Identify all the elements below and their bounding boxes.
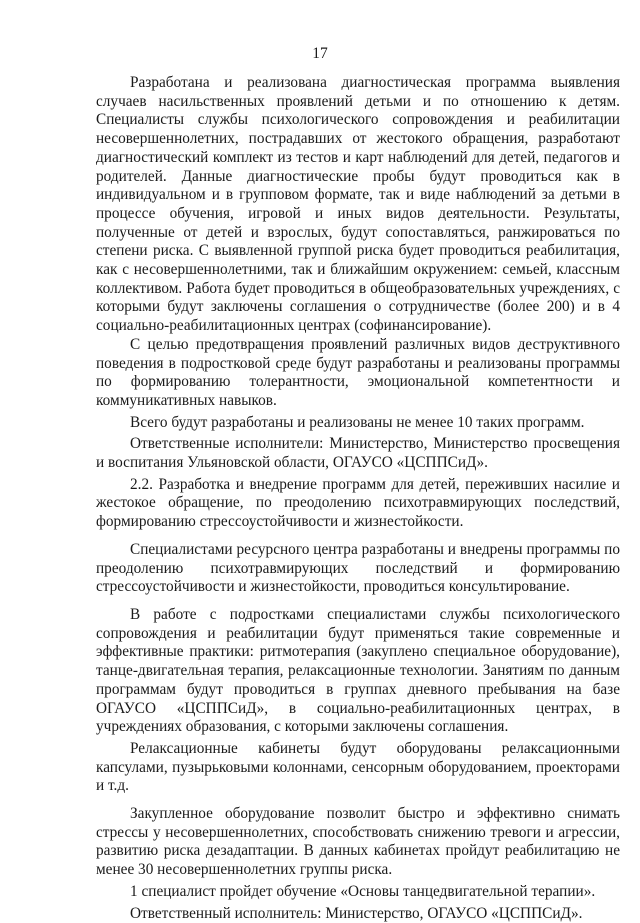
paragraph-specialist-training: 1 специалист пройдет обучение «Основы танцедвигательной терапии». [130,882,596,900]
paragraph-section-2-2: 2.2. Разработка и внедрение программ для детей, переживших насилие и жестокое обращение, по преодолению психотравмирующих последствий, формированию стрессоустойчивости и жизнестойкости. [96,475,620,531]
document-body [96,74,620,923]
page-number: 17 [312,45,328,62]
paragraph-resource-center: Специалистами ресурсного центра разработаны и внедрены программы по преодолению психотравмирующих последствий и формированию стрессоустойчивости и жизнестойкости, проводиться консультирование. [96,540,620,596]
paragraph-program-count: Всего будут разработаны и реализованы не менее 10 таких программ. [130,413,585,431]
paragraph-equipment: Закупленное оборудование позволит быстро и эффективно снимать стрессы у несовершеннолетних, способствовать снижению тревоги и агрессии, развитию риска дезадаптации. В данных кабинетах пройдут реабилитацию не менее 30 несовершеннолетних группы риска. [96,805,620,879]
paragraph-relaxation-rooms: Релаксационные кабинеты будут оборудованы релаксационными капсулами, пузырьковыми колоннами, сенсорным оборудованием, проекторами и т.д. [96,739,620,795]
paragraph-prevention-programs: С целью предотвращения проявлений различных видов деструктивного поведения в подростковой среде будут разработаны и реализованы программы по формированию толерантности, эмоциональной компетентности и коммуникативных навыков. [96,335,620,409]
paragraph-responsible-executors-1: Ответственные исполнители: Министерство, Министерство просвещения и воспитания Ульяновской области, ОГАУСО «ЦСППСиД». [96,435,620,472]
paragraph-diagnostic-program: Разработана и реализована диагностическая программа выявления случаев насильственных проявлений детьми и по отношению к детям. Специалисты службы психологического сопровождения и реабилитации несовершеннолетних, пострадавших от жестокого обращения, разработают диагностический комплект из тестов и карт наблюдений для детей, педагогов и родителей. Данные диагностические пробы будут проводиться как в индивидуальном и в групповом формате, так и виде наблюдений за детьми в процессе обучения, игровой и иных видов деятельности. Результаты, полученные от детей и взрослых, будут сопоставляться, ранжироваться по степени риска. С выявленной группой риска будет проводиться реабилитация, как с несовершеннолетними, так и ближайшим окружением: семьей, классным коллективом. Работа будет проводиться в общеобразовательных учреждениях, с которыми будут заключены соглашения о сотрудничестве (более 200) и в 4 социально-реабилитационных центрах (софинансирование). [96,74,620,335]
paragraph-practices: В работе с подростками специалистами службы психологического сопровождения и реабилитации будут применяться такие современные и эффективные практики: ритмотерапия (закуплено специальное оборудование), танце-двигательная терапия, релаксационные технологии. Занятиям по данным программам будут проводиться в группах дневного пребывания на базе ОГАУСО «ЦСППСиД», в социально-реабилитационных центрах, в учреждениях образования, с которыми заключены соглашения. [96,605,620,736]
paragraph-responsible-executor-2: Ответственный исполнитель: Министерство, ОГАУСО «ЦСППСиД». [130,904,583,922]
